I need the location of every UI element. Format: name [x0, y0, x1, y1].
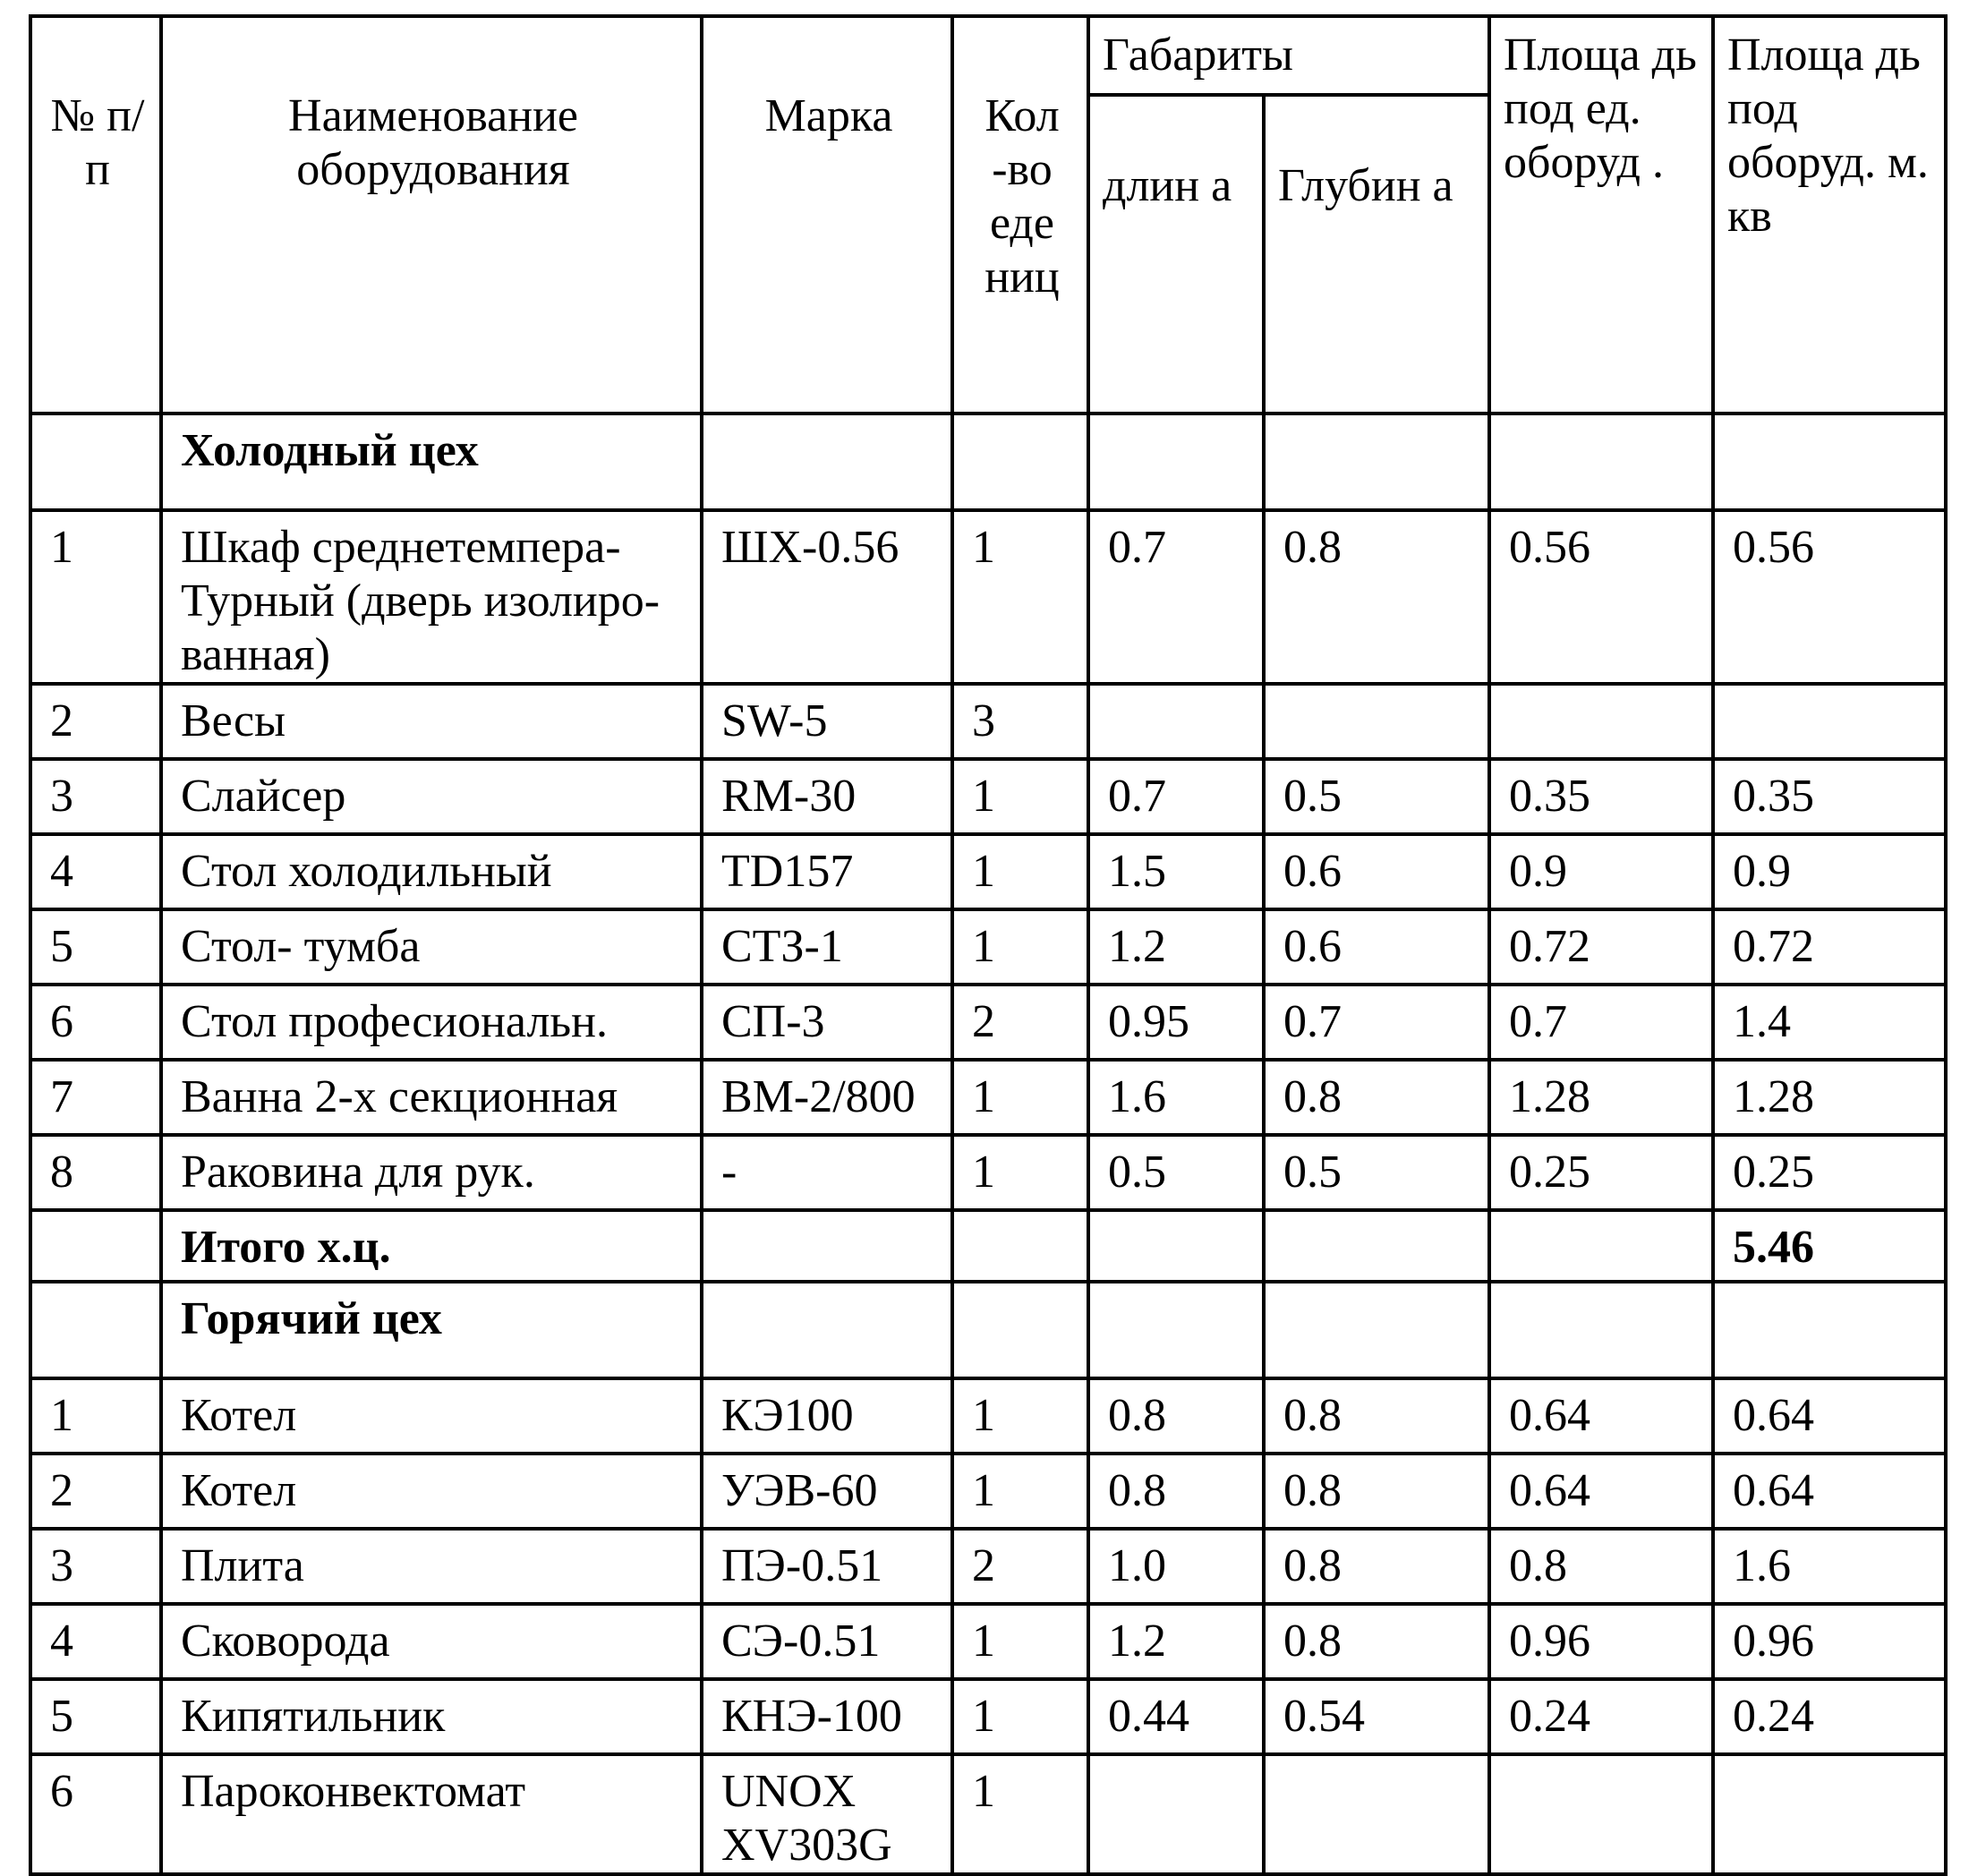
equipment-document	[29, 14, 1944, 1871]
depth-cell	[1264, 1754, 1489, 1874]
section-title: Холодный цех	[161, 414, 702, 510]
table-row	[30, 985, 1946, 1060]
area-total-cell: 0.72	[1713, 909, 1946, 985]
area-per-unit-cell: 0.64	[1489, 1378, 1713, 1454]
equipment-name-cell: Пароконвектомат	[161, 1754, 702, 1874]
row-number-cell: 1	[30, 1378, 161, 1454]
depth-cell: 0.8	[1264, 1378, 1489, 1454]
length-cell: 0.8	[1088, 1454, 1264, 1529]
brand-cell: СП-3	[702, 985, 952, 1060]
depth-cell: 0.54	[1264, 1679, 1489, 1754]
empty-cell	[1264, 1282, 1489, 1378]
row-number-cell: 6	[30, 985, 161, 1060]
area-per-unit-cell	[1489, 1754, 1713, 1874]
header-row	[30, 16, 1946, 95]
area-total-cell	[1713, 1754, 1946, 1874]
area-per-unit-cell: 0.25	[1489, 1135, 1713, 1210]
table-row	[30, 909, 1946, 985]
equipment-table	[29, 14, 1948, 1876]
empty-cell	[1088, 414, 1264, 510]
area-per-unit-cell: 0.35	[1489, 759, 1713, 834]
depth-cell: 0.6	[1264, 909, 1489, 985]
table-row	[30, 1060, 1946, 1135]
depth-cell: 0.8	[1264, 1604, 1489, 1679]
table-body	[30, 414, 1946, 1874]
col-header-length: длин а	[1088, 95, 1264, 414]
total-value: 5.46	[1713, 1210, 1946, 1282]
equipment-name-cell: Стол професиональн.	[161, 985, 702, 1060]
table-row	[30, 510, 1946, 684]
equipment-name-cell: Кипятильник	[161, 1679, 702, 1754]
equipment-name-cell: Слайсер	[161, 759, 702, 834]
depth-cell: 0.7	[1264, 985, 1489, 1060]
depth-cell	[1264, 684, 1489, 759]
depth-cell: 0.6	[1264, 834, 1489, 909]
row-number-cell: 3	[30, 1529, 161, 1604]
length-cell: 0.95	[1088, 985, 1264, 1060]
col-header-name: Наименование оборудования	[161, 16, 702, 414]
brand-cell: UNOX XV303G	[702, 1754, 952, 1874]
table-row	[30, 1378, 1946, 1454]
length-cell: 0.7	[1088, 510, 1264, 684]
row-number-cell: 2	[30, 1454, 161, 1529]
quantity-cell: 1	[952, 510, 1088, 684]
equipment-name-cell: Шкаф среднетемпера- Турный (дверь изолиро- ванная)	[161, 510, 702, 684]
quantity-cell: 1	[952, 1135, 1088, 1210]
area-per-unit-cell	[1489, 684, 1713, 759]
area-total-cell: 0.56	[1713, 510, 1946, 684]
table-row	[30, 759, 1946, 834]
length-cell: 1.2	[1088, 909, 1264, 985]
brand-cell: УЭВ-60	[702, 1454, 952, 1529]
table-row	[30, 1135, 1946, 1210]
equipment-name-cell: Котел	[161, 1378, 702, 1454]
col-header-dimensions: Габариты	[1088, 16, 1489, 95]
row-number-cell: 4	[30, 1604, 161, 1679]
empty-cell	[1489, 414, 1713, 510]
quantity-cell: 2	[952, 985, 1088, 1060]
row-number-cell: 7	[30, 1060, 161, 1135]
area-total-cell: 1.6	[1713, 1529, 1946, 1604]
empty-cell	[702, 414, 952, 510]
row-number-cell: 2	[30, 684, 161, 759]
section-number-cell	[30, 1282, 161, 1378]
quantity-cell: 1	[952, 1378, 1088, 1454]
quantity-cell: 1	[952, 759, 1088, 834]
length-cell: 0.8	[1088, 1378, 1264, 1454]
brand-cell: ШХ-0.56	[702, 510, 952, 684]
row-number-cell: 5	[30, 1679, 161, 1754]
total-row	[30, 1210, 1946, 1282]
quantity-cell: 3	[952, 684, 1088, 759]
area-per-unit-cell: 0.96	[1489, 1604, 1713, 1679]
empty-cell	[702, 1282, 952, 1378]
depth-cell: 0.8	[1264, 1060, 1489, 1135]
row-number-cell: 5	[30, 909, 161, 985]
row-number-cell: 1	[30, 510, 161, 684]
area-total-cell	[1713, 684, 1946, 759]
quantity-cell: 1	[952, 834, 1088, 909]
row-number-cell: 8	[30, 1135, 161, 1210]
col-header-num: № п/п	[30, 16, 161, 414]
section-title: Горячий цех	[161, 1282, 702, 1378]
area-per-unit-cell: 1.28	[1489, 1060, 1713, 1135]
depth-cell: 0.5	[1264, 759, 1489, 834]
area-total-cell: 0.64	[1713, 1454, 1946, 1529]
depth-cell: 0.5	[1264, 1135, 1489, 1210]
quantity-cell: 1	[952, 1754, 1088, 1874]
brand-cell: СТЗ-1	[702, 909, 952, 985]
section-row	[30, 1282, 1946, 1378]
brand-cell: СЭ-0.51	[702, 1604, 952, 1679]
length-cell: 0.44	[1088, 1679, 1264, 1754]
area-total-cell: 0.24	[1713, 1679, 1946, 1754]
brand-cell: КЭ100	[702, 1378, 952, 1454]
quantity-cell: 1	[952, 1604, 1088, 1679]
col-header-qty: Кол -во еде ниц	[952, 16, 1088, 414]
area-per-unit-cell: 0.72	[1489, 909, 1713, 985]
area-per-unit-cell: 0.8	[1489, 1529, 1713, 1604]
row-number-cell: 3	[30, 759, 161, 834]
equipment-name-cell: Раковина для рук.	[161, 1135, 702, 1210]
area-total-cell: 0.64	[1713, 1378, 1946, 1454]
equipment-name-cell: Стол- тумба	[161, 909, 702, 985]
quantity-cell: 2	[952, 1529, 1088, 1604]
area-total-cell: 0.9	[1713, 834, 1946, 909]
brand-cell: RM-30	[702, 759, 952, 834]
table-row	[30, 1529, 1946, 1604]
length-cell: 1.5	[1088, 834, 1264, 909]
col-header-area-unit: Площа дь под ед. оборуд .	[1489, 16, 1713, 414]
length-cell: 1.6	[1088, 1060, 1264, 1135]
empty-cell	[1489, 1282, 1713, 1378]
brand-cell: SW-5	[702, 684, 952, 759]
empty-cell	[952, 414, 1088, 510]
brand-cell: КНЭ-100	[702, 1679, 952, 1754]
empty-cell	[952, 1282, 1088, 1378]
area-per-unit-cell: 0.7	[1489, 985, 1713, 1060]
brand-cell: TD157	[702, 834, 952, 909]
empty-cell	[702, 1210, 952, 1282]
area-per-unit-cell: 0.24	[1489, 1679, 1713, 1754]
table-row	[30, 834, 1946, 909]
empty-cell	[1088, 1210, 1264, 1282]
area-per-unit-cell: 0.64	[1489, 1454, 1713, 1529]
equipment-name-cell: Ванна 2-х секционная	[161, 1060, 702, 1135]
col-header-depth: Глубин а	[1264, 95, 1489, 414]
empty-cell	[30, 1210, 161, 1282]
row-number-cell: 6	[30, 1754, 161, 1874]
section-row	[30, 414, 1946, 510]
empty-cell	[1264, 1210, 1489, 1282]
area-total-cell: 1.4	[1713, 985, 1946, 1060]
length-cell: 1.0	[1088, 1529, 1264, 1604]
area-per-unit-cell: 0.56	[1489, 510, 1713, 684]
col-header-area-total: Площа дь под оборуд. м. кв	[1713, 16, 1946, 414]
empty-cell	[1264, 414, 1489, 510]
section-number-cell	[30, 414, 161, 510]
empty-cell	[1713, 414, 1946, 510]
empty-cell	[1088, 1282, 1264, 1378]
brand-cell: ВМ-2/800	[702, 1060, 952, 1135]
empty-cell	[952, 1210, 1088, 1282]
quantity-cell: 1	[952, 1454, 1088, 1529]
area-total-cell: 0.25	[1713, 1135, 1946, 1210]
depth-cell: 0.8	[1264, 510, 1489, 684]
equipment-name-cell: Плита	[161, 1529, 702, 1604]
length-cell	[1088, 684, 1264, 759]
brand-cell: ПЭ-0.51	[702, 1529, 952, 1604]
area-total-cell: 0.96	[1713, 1604, 1946, 1679]
table-row	[30, 1604, 1946, 1679]
area-total-cell: 0.35	[1713, 759, 1946, 834]
quantity-cell: 1	[952, 909, 1088, 985]
depth-cell: 0.8	[1264, 1529, 1489, 1604]
length-cell	[1088, 1754, 1264, 1874]
total-label: Итого х.ц.	[161, 1210, 702, 1282]
equipment-name-cell: Сковорода	[161, 1604, 702, 1679]
table-row	[30, 1754, 1946, 1874]
table-row	[30, 1679, 1946, 1754]
col-header-brand: Марка	[702, 16, 952, 414]
depth-cell: 0.8	[1264, 1454, 1489, 1529]
equipment-name-cell: Весы	[161, 684, 702, 759]
brand-cell: -	[702, 1135, 952, 1210]
area-total-cell: 1.28	[1713, 1060, 1946, 1135]
length-cell: 1.2	[1088, 1604, 1264, 1679]
row-number-cell: 4	[30, 834, 161, 909]
equipment-name-cell: Котел	[161, 1454, 702, 1529]
length-cell: 0.5	[1088, 1135, 1264, 1210]
table-row	[30, 684, 1946, 759]
equipment-name-cell: Стол холодильный	[161, 834, 702, 909]
length-cell: 0.7	[1088, 759, 1264, 834]
empty-cell	[1489, 1210, 1713, 1282]
quantity-cell: 1	[952, 1679, 1088, 1754]
table-row	[30, 1454, 1946, 1529]
area-per-unit-cell: 0.9	[1489, 834, 1713, 909]
empty-cell	[1713, 1282, 1946, 1378]
quantity-cell: 1	[952, 1060, 1088, 1135]
